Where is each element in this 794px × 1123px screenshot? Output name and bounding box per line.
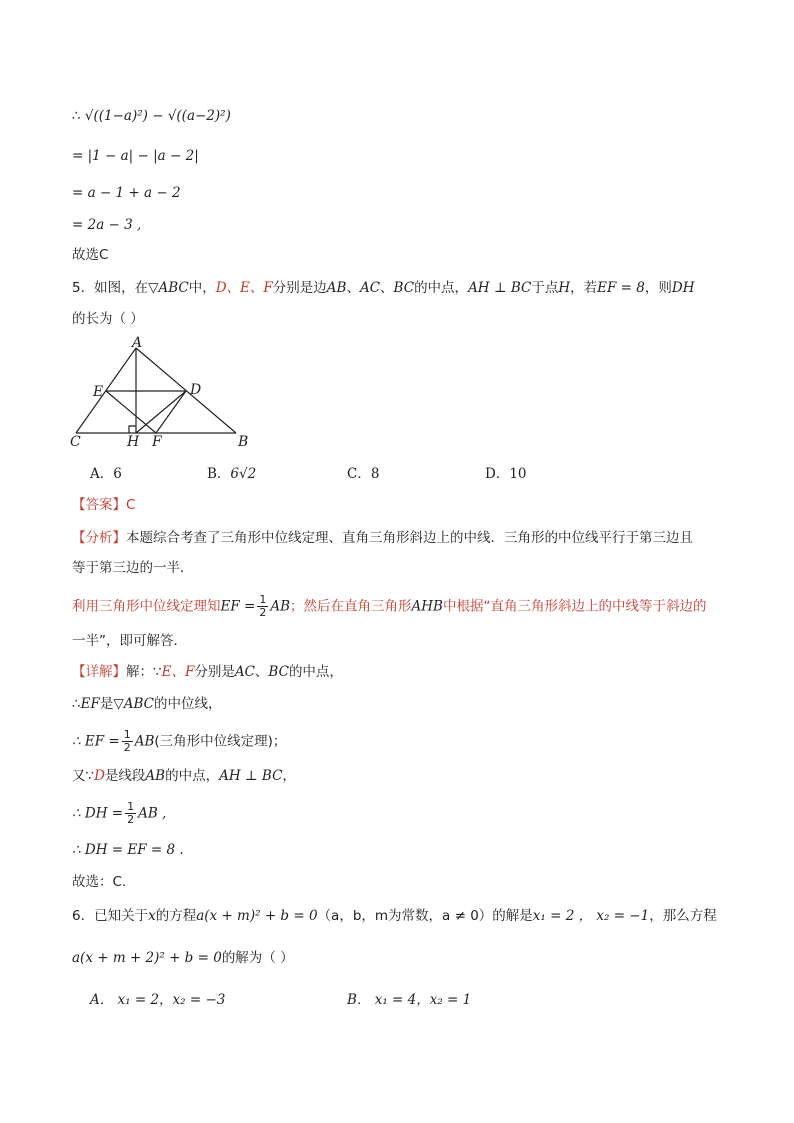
q6-text: ，那么方程	[649, 908, 717, 924]
detail-expr: AC	[234, 664, 255, 680]
detail-expr: AH ⊥ BC	[219, 768, 283, 784]
detail-text: 的中位线，	[153, 696, 222, 712]
label-c: C	[70, 434, 81, 450]
option-b-label: B．	[207, 466, 231, 482]
frac-num: 1	[123, 728, 131, 741]
q6-equation-2: a(x + m + 2)² + b = 0	[72, 950, 222, 966]
q5-point-h: H	[558, 280, 571, 296]
q5-detail-line-3	[72, 729, 286, 754]
analysis-text: 利用三角形中位线定理知	[72, 598, 221, 615]
q5-stem-text: 分别是边	[272, 280, 327, 296]
label-h: H	[127, 434, 140, 450]
detail-expr: AB	[145, 768, 166, 784]
analysis-tag: 【分析】	[72, 530, 126, 546]
analysis-text: ；然后在直角三角形	[290, 598, 412, 615]
q5-stem-text: 的中点，	[414, 280, 469, 296]
detail-text: 解：∵	[126, 664, 162, 680]
analysis-expr: AB	[270, 598, 290, 615]
answer-value: C	[126, 497, 136, 513]
option-b-value: 6√2	[230, 466, 257, 482]
q6-text: 的解为（ ）	[221, 950, 294, 966]
q6-var: x	[148, 908, 156, 924]
label-f: F	[152, 434, 162, 450]
q5-stem-line-1	[72, 278, 694, 298]
prev-line-2: = |1 − a| − |a − 2|	[72, 148, 199, 164]
analysis-expr: AHB	[411, 598, 443, 615]
q5-stem-text: ，若	[570, 280, 598, 296]
detail-expr: D	[94, 768, 105, 784]
right-angle-mark	[129, 426, 136, 433]
q5-seg: BC	[393, 280, 415, 296]
q5-answer-line	[72, 495, 135, 515]
q5-stem-text: 于点	[531, 280, 559, 296]
frac-num: 1	[259, 593, 267, 606]
detail-text: 、	[254, 664, 269, 680]
q5-option-c[interactable]: C．8	[347, 466, 380, 482]
q5-detail-line-5	[72, 801, 166, 826]
detail-text: ∴	[72, 696, 81, 712]
q5-analysis-line-1	[72, 528, 693, 548]
detail-text: 是	[99, 696, 114, 712]
detail-text: 又∵	[72, 768, 95, 784]
fraction-half	[125, 801, 136, 826]
frac-num: 1	[127, 800, 135, 813]
q5-sep: 、	[380, 280, 394, 296]
q5-option-d[interactable]: D．10	[485, 466, 527, 482]
q5-stem-line-2: 的长为（ ）	[72, 311, 144, 327]
prev-line-3: = a − 1 + a − 2	[72, 185, 181, 201]
fraction-half	[257, 594, 268, 619]
q6-stem-line-2	[72, 948, 294, 968]
q6-equation: a(x + m)² + b = 0	[196, 908, 318, 924]
detail-expr: EF	[80, 696, 100, 712]
segment-ef	[106, 391, 156, 433]
frac-den: 2	[123, 741, 131, 754]
label-e: E	[93, 384, 104, 400]
detail-text: 是线段	[104, 768, 146, 784]
q6-text: 的方程	[155, 908, 197, 924]
analysis-expr: EF =	[220, 598, 256, 615]
prev-radical-expression: √((1−a)²) − √((a−2)²)	[84, 108, 231, 124]
answer-tag: 【答案】	[72, 497, 126, 513]
detail-expr: AB	[134, 733, 155, 750]
analysis-text: 中根据“直角三角形斜边上的中线等于斜边的	[442, 598, 707, 615]
detail-text: 的中点，	[165, 768, 220, 784]
q5-analysis-line-3	[72, 594, 706, 619]
q5-detail-line-1	[72, 662, 343, 682]
q5-stem-text: 5．如图，在	[72, 280, 149, 296]
prev-answer-line: 故选C	[72, 247, 109, 263]
q5-given: EF = 8	[597, 280, 645, 296]
prev-line-4: = 2a − 3 ,	[72, 217, 142, 233]
therefore-symbol: ∴	[72, 108, 81, 124]
q6-text: （a，b，m为常数，a ≠ 0）的解是	[317, 908, 533, 924]
q5-sep: 、	[346, 280, 360, 296]
frac-den: 2	[259, 606, 267, 619]
detail-tag: 【详解】	[72, 664, 126, 680]
q5-points: D、E、F	[215, 280, 273, 296]
q5-triangle-figure	[66, 336, 256, 452]
prev-line-1	[72, 106, 231, 126]
q5-stem-text: 中，	[188, 280, 216, 296]
detail-expr: ∴ DH =	[72, 805, 124, 822]
q5-perp: AH ⊥ BC	[468, 280, 532, 296]
label-b: B	[238, 434, 249, 450]
q6-stem-line-1	[72, 906, 717, 926]
q5-detail-line-6: ∴ DH = EF = 8 .	[72, 842, 184, 858]
detail-text: ，	[282, 768, 296, 784]
detail-expr: AB ,	[138, 805, 167, 822]
q6-option-b[interactable]: B． x₁ = 4，x₂ = 1	[347, 992, 472, 1008]
q5-detail-line-4	[72, 766, 296, 786]
q5-option-a[interactable]: A．6	[90, 466, 122, 482]
label-a: A	[132, 336, 143, 351]
q5-target: DH	[671, 280, 695, 296]
detail-expr: ∴ EF =	[72, 733, 120, 750]
detail-text: 分别是	[194, 664, 235, 680]
q5-seg: AC	[359, 280, 381, 296]
q5-option-b[interactable]	[207, 464, 256, 484]
q5-stem-text: ，则	[644, 280, 672, 296]
q5-triangle-name: ▽ABC	[148, 280, 189, 296]
q5-detail-line-7: 故选：C．	[72, 874, 136, 890]
detail-text: 的中点，	[288, 664, 343, 680]
label-d: D	[190, 382, 202, 398]
fraction-half	[122, 729, 133, 754]
detail-expr: ▽ABC	[113, 696, 154, 712]
q6-text: 6．已知关于	[72, 908, 149, 924]
q5-analysis-line-4: 一半”，即可解答．	[72, 633, 187, 649]
detail-text: (三角形中位线定理)；	[154, 733, 287, 750]
frac-den: 2	[127, 813, 135, 826]
q5-analysis-line-2: 等于第三边的一半．	[72, 560, 194, 576]
analysis-text: 本题综合考查了三角形中位线定理、直角三角形斜边上的中线．三角形的中位线平行于第三边且	[126, 530, 693, 546]
q5-seg: AB	[326, 280, 347, 296]
detail-expr: E、F	[161, 664, 195, 680]
q5-detail-line-2	[72, 694, 221, 714]
q6-option-a[interactable]: A． x₁ = 2，x₂ = −3	[90, 992, 226, 1008]
detail-expr: BC	[268, 664, 289, 680]
q6-solutions: x₁ = 2 ， x₂ = −1	[532, 908, 650, 924]
